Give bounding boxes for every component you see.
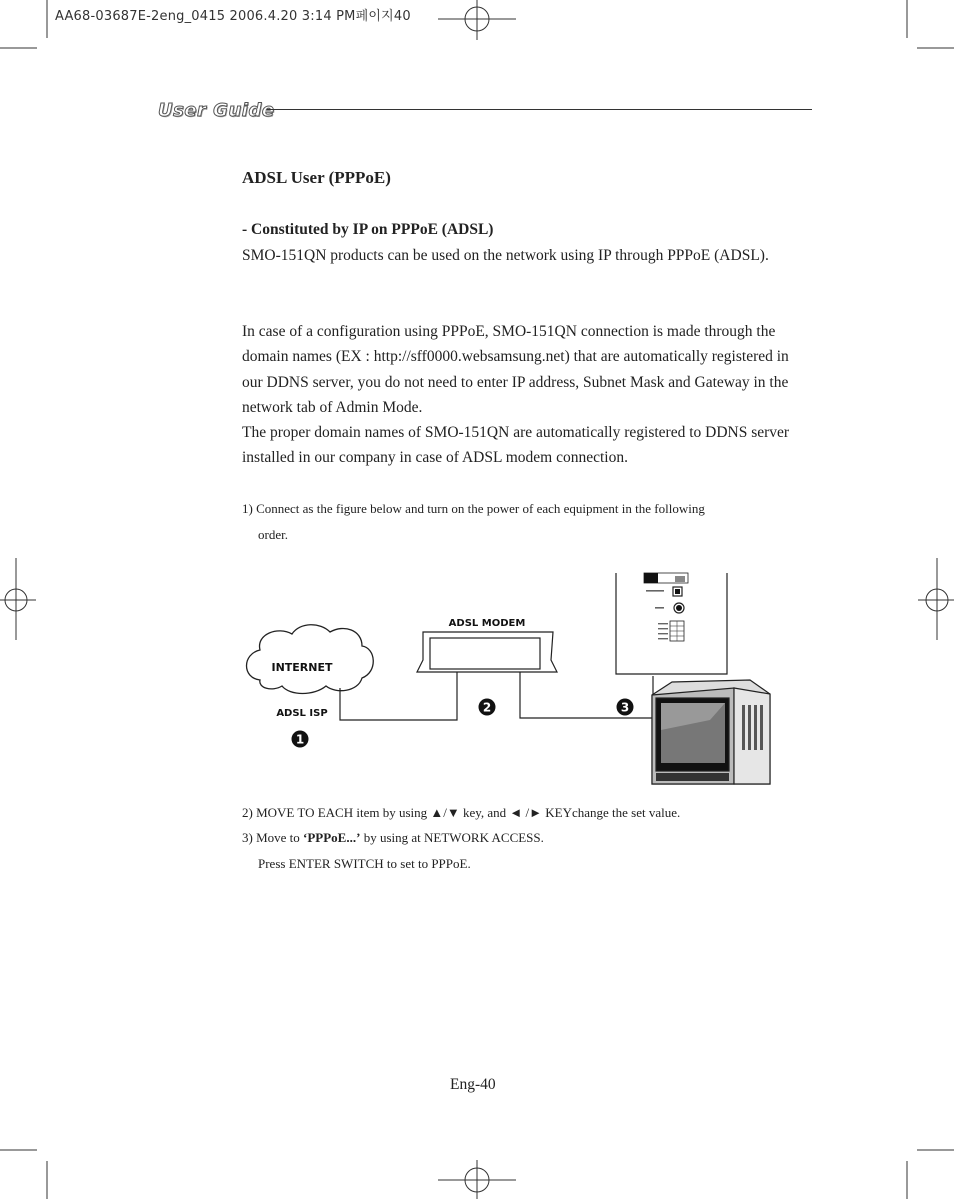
device-rear-panel bbox=[616, 573, 727, 674]
marker-2-label: 2 bbox=[482, 700, 492, 715]
marker-3-icon bbox=[617, 699, 634, 716]
section-subtitle: - Constituted by IP on PPPoE (ADSL) bbox=[242, 221, 494, 238]
step-3-prefix: 3) Move to bbox=[242, 830, 304, 845]
monitor bbox=[652, 680, 770, 784]
connection-diagram bbox=[240, 570, 780, 795]
step-3-option: ‘PPPoE...’ bbox=[303, 830, 361, 845]
marker-2-icon bbox=[479, 699, 496, 716]
modem-label: ADSL MODEM bbox=[448, 618, 526, 629]
wire-modem-dvr bbox=[520, 672, 653, 718]
paragraph-intro: SMO-151QN products can be used on the network using IP through PPPoE (ADSL). bbox=[242, 247, 769, 264]
internet-cloud bbox=[247, 625, 374, 694]
marker-1-label: 1 bbox=[295, 732, 305, 747]
step-3 bbox=[242, 825, 812, 877]
marker-3-label: 3 bbox=[620, 700, 630, 715]
step-3-suffix: by using at NETWORK ACCESS. bbox=[360, 830, 544, 845]
page-number: Eng-40 bbox=[450, 1076, 496, 1093]
internet-label: INTERNET bbox=[271, 661, 333, 674]
step-1-line1: 1) Connect as the figure below and turn on the power of each equipment in the following bbox=[242, 501, 705, 516]
user-guide-logo: User Guide bbox=[158, 100, 275, 121]
adsl-modem bbox=[417, 632, 557, 672]
step-3-line2: Press ENTER SWITCH to set to PPPoE. bbox=[258, 856, 471, 871]
step-2: 2) MOVE TO EACH item by using ▲/▼ key, and ◄ /► KEYchange the set value. bbox=[242, 805, 681, 820]
step-1 bbox=[242, 496, 812, 548]
print-header: AA68-03687E-2eng_0415 2006.4.20 3:14 PM페이지40 bbox=[55, 9, 411, 24]
header-rule bbox=[267, 109, 812, 110]
section-title: ADSL User (PPPoE) bbox=[242, 168, 391, 187]
step-1-line2: order. bbox=[258, 527, 288, 542]
isp-label: ADSL ISP bbox=[276, 708, 328, 719]
paragraph-domain-names: The proper domain names of SMO-151QN are automatically registered to DDNS server installed in our company in case of ADSL modem connection. bbox=[242, 424, 790, 467]
paragraph-configuration: In case of a configuration using PPPoE, SMO-151QN connection is made through the domain names (EX : http://sff0000.websamsung.net) that are automatically registered in our DDNS server, you do not need to enter IP address, Subnet Mask and Gateway in the network tab of Admin Mode. bbox=[242, 323, 789, 416]
marker-1-icon bbox=[292, 731, 309, 748]
